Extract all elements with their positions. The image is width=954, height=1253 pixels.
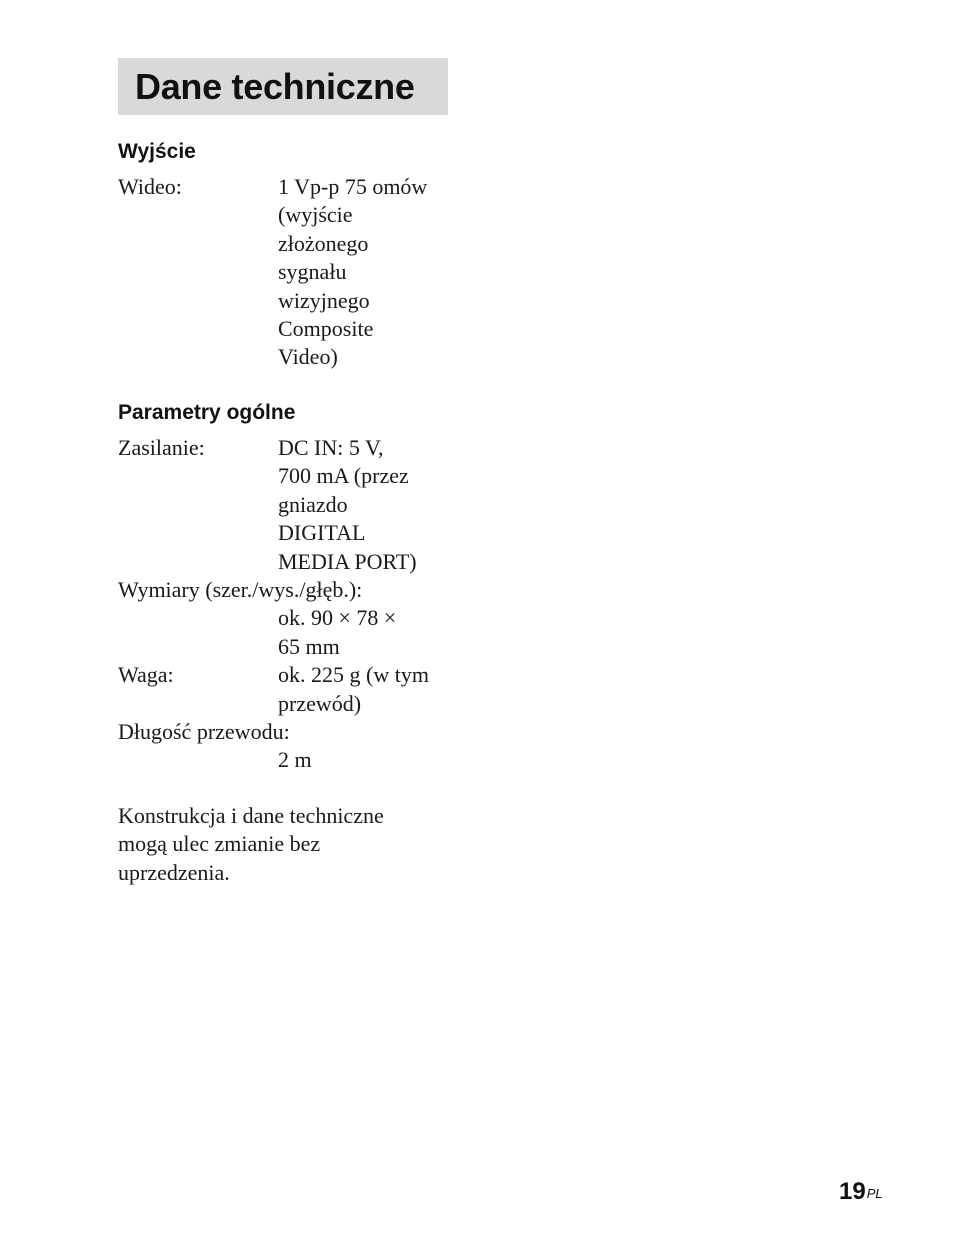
spec-row-video <box>118 173 458 372</box>
page-language-code: PL <box>866 1186 883 1201</box>
note-line: uprzedzenia. <box>118 859 230 885</box>
note-line: mogą ulec zmianie bez <box>118 831 321 857</box>
value-line: MEDIA PORT) <box>278 548 417 574</box>
value-line: złożonego <box>278 230 369 256</box>
note-line: Konstrukcja i dane techniczne <box>118 803 384 828</box>
spec-list-general <box>118 434 458 775</box>
spec-label-power: Zasilanie: <box>118 435 205 460</box>
spec-label-video: Wideo: <box>118 174 182 199</box>
spec-label-weight: Waga: <box>118 662 174 688</box>
page-number <box>839 1178 883 1206</box>
value-line: gniazdo <box>278 491 348 517</box>
value-line: wizyjnego <box>278 287 370 313</box>
value-line: ok. 90 × 78 × <box>278 605 397 631</box>
spec-value-video <box>278 173 453 372</box>
spec-label-cable: Długość przewodu: <box>118 719 290 745</box>
spec-value-cable <box>278 746 453 774</box>
section-heading-general: Parametry ogólne <box>118 401 296 424</box>
spec-row-cable-label <box>118 718 458 746</box>
value-line: przewód) <box>278 690 362 716</box>
spec-label-dimensions: Wymiary (szer./wys./głęb.): <box>118 577 363 603</box>
value-line: 700 mA (przez <box>278 463 409 489</box>
spec-list-output <box>118 173 458 372</box>
value-line: Video) <box>278 344 338 370</box>
page-title-box <box>118 58 448 115</box>
spec-value-power <box>278 434 453 576</box>
value-line: (wyjście <box>278 202 353 228</box>
specification-change-note <box>118 802 438 887</box>
value-line: ok. 225 g (w tym <box>278 662 429 688</box>
spec-row-weight <box>118 661 458 718</box>
value-line: 1 Vp-p 75 omów <box>278 174 428 199</box>
page-title: Dane techniczne <box>135 66 415 107</box>
spec-value-dimensions <box>278 604 453 661</box>
spec-row-dimensions-label <box>118 576 458 604</box>
value-line: Composite <box>278 316 374 342</box>
value-line: sygnału <box>278 259 347 285</box>
page-number-value: 19 <box>839 1178 866 1205</box>
section-heading-output: Wyjście <box>118 140 196 163</box>
value-line: DC IN: 5 V, <box>278 435 384 460</box>
value-line: DIGITAL <box>278 520 366 546</box>
spec-value-weight <box>278 661 453 718</box>
spec-row-power <box>118 434 458 576</box>
value-line: 65 mm <box>278 633 340 659</box>
value-line: 2 m <box>278 747 312 773</box>
